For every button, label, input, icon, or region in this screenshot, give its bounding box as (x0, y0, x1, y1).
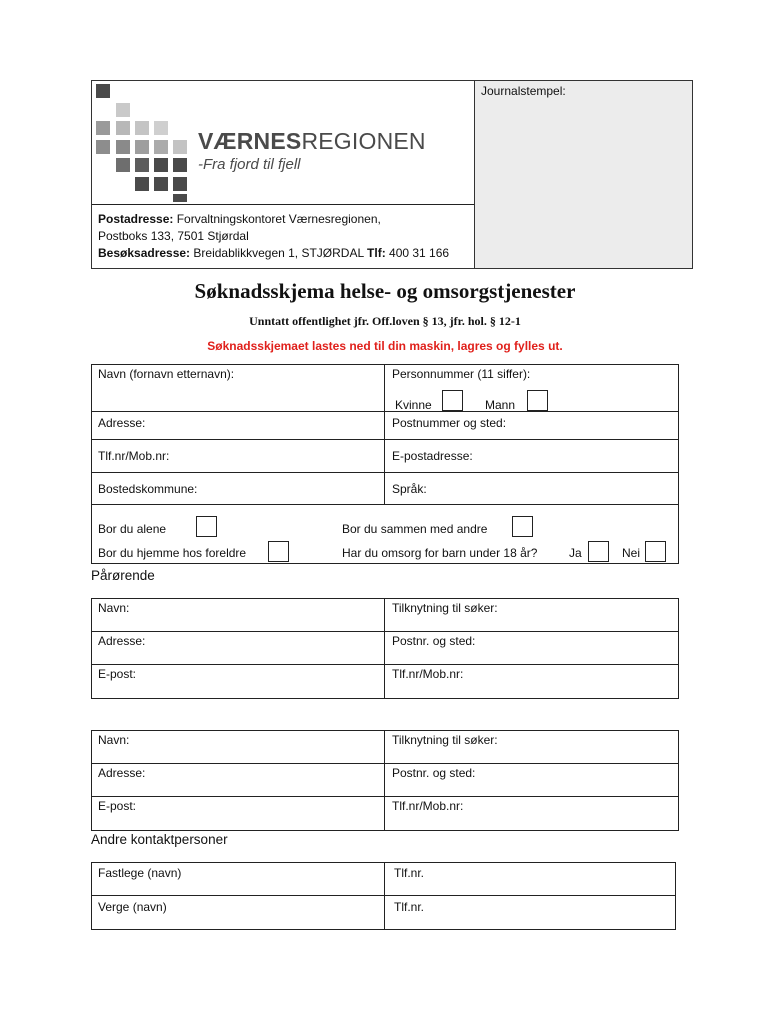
relative-2-phone-label: Tlf.nr/Mob.nr: (392, 799, 464, 813)
logo-name-light: REGIONEN (301, 128, 426, 154)
no-label: Nei (622, 546, 641, 560)
lives-alone-checkbox[interactable] (196, 516, 217, 537)
journal-stamp-area (474, 81, 692, 268)
relative-2-relation-label: Tilknytning til søker: (392, 733, 498, 747)
lives-with-others-label: Bor du sammen med andre (342, 522, 488, 536)
female-checkbox[interactable] (442, 390, 463, 411)
phone-label: Tlf.nr/Mob.nr: (98, 449, 170, 463)
relative-2-name-label: Navn: (98, 733, 130, 747)
relatives-section-title: Pårørende (91, 568, 155, 583)
relative-2-name-field[interactable] (92, 731, 384, 763)
yes-checkbox[interactable] (588, 541, 609, 562)
name-label: Navn (fornavn etternavn): (98, 367, 235, 381)
relative-1-phone-label: Tlf.nr/Mob.nr: (392, 667, 464, 681)
email-label: E-postadresse: (392, 449, 473, 463)
page-subtitle: Unntatt offentlighet jfr. Off.loven § 13, jfr. hol. § 12-1 (249, 314, 521, 328)
lives-with-parents-checkbox[interactable] (268, 541, 289, 562)
phone-label: Tlf: (367, 246, 386, 260)
care-children-label: Har du omsorg for barn under 18 år? (342, 546, 538, 560)
logo-name-bold: VÆRNES (198, 128, 302, 154)
visit-value: Breidablikkvegen 1, STJØRDAL (190, 246, 368, 260)
male-checkbox[interactable] (527, 390, 548, 411)
journal-stamp-label: Journalstempel: (481, 84, 566, 98)
municipality-label: Bostedskommune: (98, 482, 198, 496)
address-divider (92, 204, 474, 205)
postal-value-line1: Forvaltningskontoret Værnesregionen, (173, 212, 381, 226)
logo-tagline: -Fra fjord til fjell (198, 156, 301, 173)
relative-1-name-label: Navn: (98, 601, 130, 615)
lives-alone-label: Bor du alene (98, 522, 167, 536)
postal-value-line2: Postboks 133, 7501 Stjørdal (98, 229, 249, 243)
relative-2-postcode-label: Postnr. og sted: (392, 766, 476, 780)
postal-address (98, 211, 449, 262)
yes-label: Ja (569, 546, 582, 560)
postal-label: Postadresse: (98, 212, 174, 226)
phone-value: 400 31 166 (385, 246, 450, 260)
gp-label: Fastlege (navn) (98, 866, 182, 880)
male-label: Mann (485, 398, 516, 412)
language-label: Språk: (392, 482, 427, 496)
language-field[interactable] (385, 473, 678, 504)
guardian-label: Verge (navn) (98, 900, 167, 914)
other-contacts-section-title: Andre kontaktpersoner (91, 832, 228, 847)
logo-mosaic (96, 84, 196, 202)
gp-phone-label: Tlf.nr. (394, 866, 425, 880)
relative-1-postcode-label: Postnr. og sted: (392, 634, 476, 648)
visit-label: Besøksadresse: (98, 246, 191, 260)
relative-1-address-label: Adresse: (98, 634, 146, 648)
page-title: Søknadsskjema helse- og omsorgstjenester (194, 279, 576, 303)
relative-1-email-label: E-post: (98, 667, 137, 681)
female-label: Kvinne (395, 398, 432, 412)
logo-wordmark (198, 128, 426, 155)
no-checkbox[interactable] (645, 541, 666, 562)
ssn-label: Personnummer (11 siffer): (392, 367, 531, 381)
relative-2-email-label: E-post: (98, 799, 137, 813)
guardian-phone-field[interactable] (385, 896, 675, 929)
relative-1-name-field[interactable] (92, 599, 384, 631)
gp-phone-field[interactable] (385, 863, 675, 895)
address-label: Adresse: (98, 416, 146, 430)
relative-2-address-label: Adresse: (98, 766, 146, 780)
applicant-row-line-4 (91, 504, 679, 505)
lives-with-parents-label: Bor du hjemme hos foreldre (98, 546, 247, 560)
relative-1-relation-label: Tilknytning til søker: (392, 601, 498, 615)
guardian-phone-label: Tlf.nr. (394, 900, 425, 914)
lives-with-others-checkbox[interactable] (512, 516, 533, 537)
postcode-label: Postnummer og sted: (392, 416, 507, 430)
download-notice: Søknadsskjemaet lastes ned til din maskin, lagres og fylles ut. (207, 339, 563, 353)
